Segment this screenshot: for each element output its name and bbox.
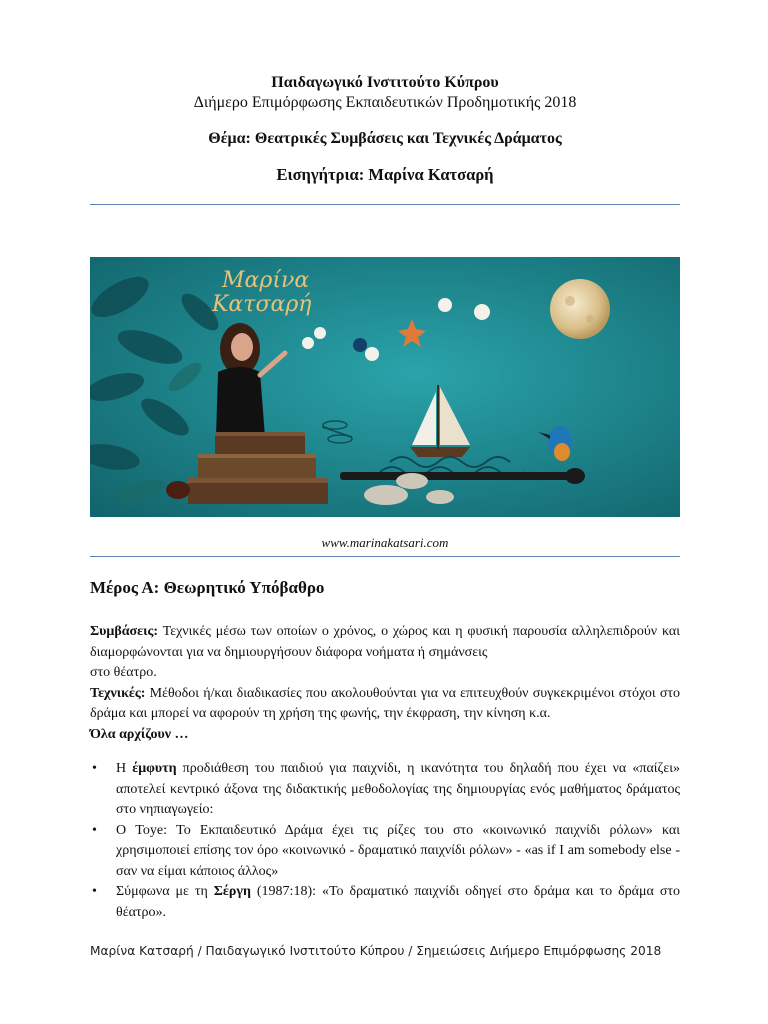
seminar-title: Διήμερο Επιμόρφωσης Εκπαιδευτικών Προδημοτικής 2018: [193, 94, 577, 111]
bullet-item: [90, 759, 680, 821]
caption-divider: [90, 556, 680, 557]
banner-logo-text: Μαρίνα Κατσαρή: [212, 268, 312, 317]
conventions-text: Τεχνικές μέσω των οποίων ο χρόνος, ο χώρος και η φυσική παρουσία αλληλεπιδρούν και διαμορφώνονται για να δημιουργήσουν διάφορα νοήματα ή σημάνσεις: [90, 624, 680, 660]
bullet-text: Ο Toye: Το Εκπαιδευτικό Δράμα έχει τις ρίζες του στο «κοινωνικό παιχνίδι ρόλων» και χρησιμοποιεί επίσης τον όρο «κοινωνικό - δραματικό παιχνίδι ρόλων» - «as if I am somebody else - σαν να είμαι κάποιος άλλος»: [116, 822, 680, 879]
topic-title: Θέμα: Θεατρικές Συμβάσεις και Τεχνικές Δράματος: [208, 130, 562, 147]
section-body: [90, 622, 680, 923]
bullet-dot: •: [92, 761, 97, 776]
page-footer: Μαρίνα Κατσαρή / Παιδαγωγικό Ινστιτούτο Κύπρου / Σημειώσεις Διήμερο Επιμόρφωσης 2018: [90, 944, 662, 958]
bullet-item: [90, 821, 680, 883]
header-divider: [90, 204, 680, 205]
conventions-text-end: στο θέατρο.: [90, 665, 157, 680]
bullet-emphasis: έμφυτη: [132, 761, 177, 776]
term-conventions: Συμβάσεις:: [90, 624, 159, 639]
bullet-text-rest: προδιάθεση του παιδιού για παιχνίδι, η ικανότητα του δηλαδή που έχει να «παίζει» αποτελεί κεντρικό άξονα της διδακτικής μεθοδολογίας της δημιουργίας ενός μαθήματος δράματος στο νηπιαγωγείο:: [116, 761, 680, 817]
banner-image: [90, 257, 680, 517]
bullet-list: [90, 759, 680, 923]
techniques-text: Μέθοδοι ή/και διαδικασίες που ακολουθούνται για να επιτευχθούν συγκεκριμένοι στόχοι στο δράμα και μπορεί να αφορούν τη χρήση της φωνής, την έκφραση, την κίνηση κ.α.: [90, 685, 680, 721]
bullet-emphasis: Σέργη: [213, 884, 251, 899]
bullet-text-rest: (1987:18): «Το δραματικό παιχνίδι οδηγεί στο δράμα και το δράμα στο θέατρο».: [116, 884, 680, 920]
definition-techniques: [90, 684, 680, 725]
section-title: Μέρος Α: Θεωρητικό Υπόβαθρο: [90, 578, 325, 597]
bullet-dot: •: [92, 884, 97, 899]
bullet-text: Σύμφωνα με τη: [116, 884, 214, 899]
institute-name: Παιδαγωγικό Ινστιτούτο Κύπρου: [271, 74, 499, 91]
bullet-item: [90, 882, 680, 923]
term-techniques: Τεχνικές:: [90, 685, 146, 701]
document-header: [90, 73, 680, 185]
lead-line: Όλα αρχίζουν …: [90, 726, 189, 742]
bullet-text: Η: [116, 761, 133, 776]
website-caption: www.marinakatsari.com: [321, 535, 449, 550]
bullet-dot: •: [92, 822, 97, 838]
moon: [550, 279, 610, 339]
speaker-name: Εισηγήτρια: Μαρίνα Κατσαρή: [276, 165, 494, 184]
definition-conventions: [90, 622, 680, 684]
